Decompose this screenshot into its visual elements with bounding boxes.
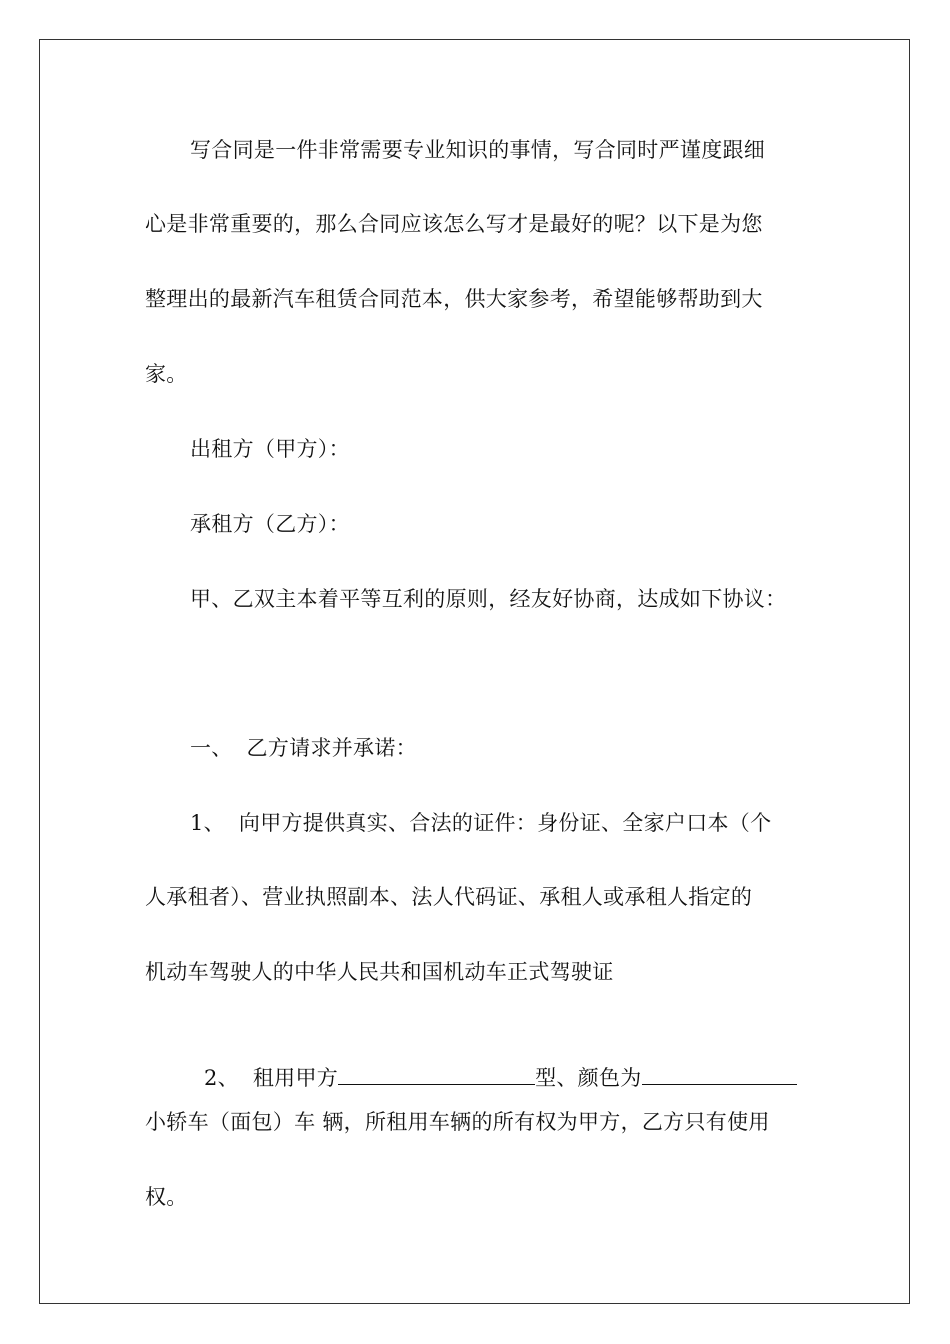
model-blank [338,1062,535,1085]
color-blank [642,1062,797,1085]
intro-line-1: 写合同是一件非常需要专业知识的事情，写合同时严谨度跟细 [190,138,766,162]
item-2-line-3: 权。 [145,1185,188,1209]
item-1-line-2: 人承租者）、营业执照副本、法人代码证、承租人或承租人指定的 [145,885,753,909]
lessor-label: 出租方（甲方）： [190,437,350,461]
item-2-middle: 型、颜色为 [535,1066,642,1090]
intro-line-2: 心是非常重要的，那么合同应该怎么写才是最好的呢？以下是为您 [145,212,763,236]
lessee-label: 承租方（乙方）： [190,512,350,536]
agreement-line: 甲、乙双主本着平等互利的原则，经友好协商，达成如下协议： [190,587,787,611]
intro-line-4: 家。 [145,362,188,386]
section-1-title: 一、 乙方请求并承诺： [190,736,417,760]
item-1-line-1: 1、 向甲方提供真实、合法的证件：身份证、全家户口本（个 [190,811,772,835]
item-2-prefix: 2、 租用甲方 [203,1066,339,1090]
intro-line-3: 整理出的最新汽车租赁合同范本，供大家参考，希望能够帮助到大 [145,287,763,311]
item-1-line-3: 机动车驾驶人的中华人民共和国机动车正式驾驶证 [145,960,614,984]
item-2-line-2: 小轿车（面包）车 辆，所租用车辆的所有权为甲方，乙方只有使用 [145,1110,770,1134]
item-2-line-1 [190,1032,797,1093]
